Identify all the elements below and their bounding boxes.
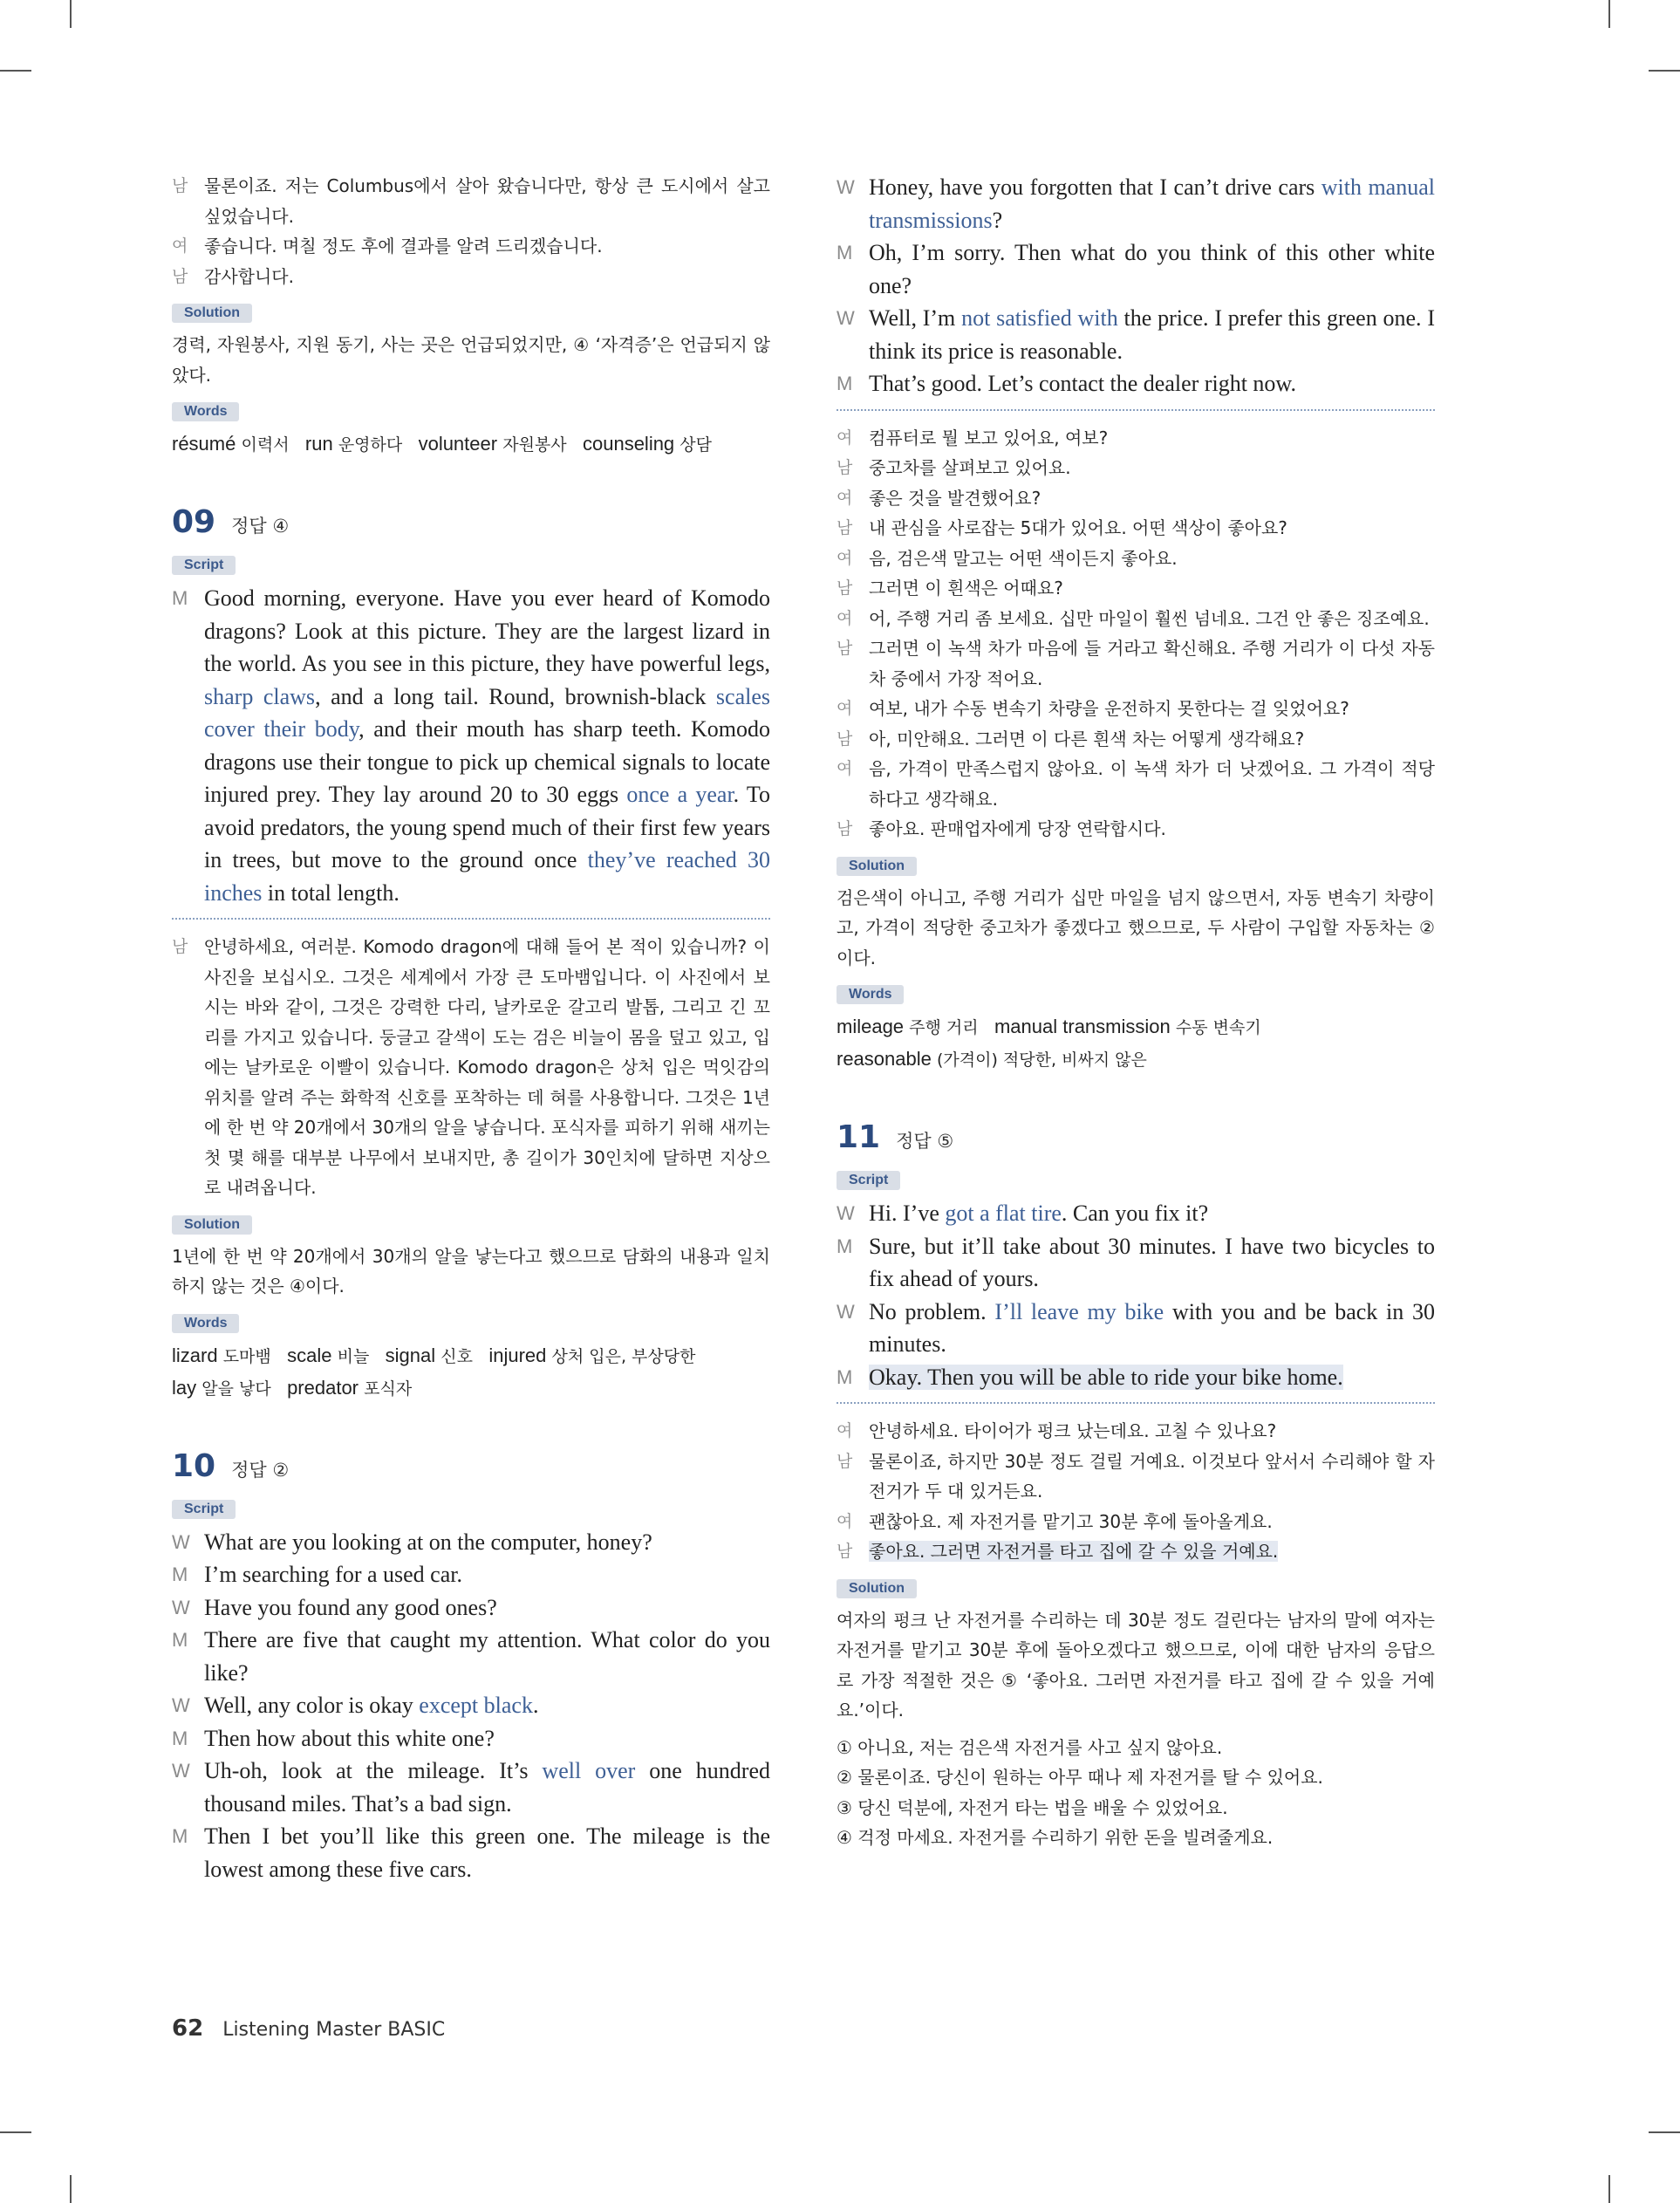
key-phrase: I’ll leave my bike <box>994 1298 1164 1324</box>
q11-script <box>837 1197 1435 1393</box>
word-ko: 운영하다 <box>338 435 403 455</box>
script-fragment: I’m searching for a used car. <box>204 1562 462 1587</box>
dialog-text: 좋습니다. 며칠 정도 후에 결과를 알려 드리겠습니다. <box>204 236 603 257</box>
dialog-line <box>837 1447 1435 1507</box>
script-badge: Script <box>837 1171 900 1190</box>
word-en: signal <box>385 1344 436 1366</box>
dialog-text: 좋아요. 판매업자에게 당장 연락합시다. <box>869 818 1166 839</box>
dialog-text: 어, 주행 거리 좀 보세요. 십만 마일이 훨씬 넘네요. 그건 안 좋은 징조예요. <box>869 607 1430 629</box>
crop-mark <box>70 0 72 28</box>
script-fragment: . To avoid predators, the young spend much of their first few years in trees, but move to the ground once <box>204 782 770 872</box>
q11-dialog-ko <box>837 1416 1435 1567</box>
key-phrase: well over <box>542 1758 636 1783</box>
speaker-label: 남 <box>172 176 188 195</box>
script-fragment: Uh-oh, look at the mileage. It’s <box>204 1758 543 1783</box>
script-line <box>172 1722 770 1755</box>
script-fragment: , and their mouth has sharp teeth. Komodo dragons use their tongue to pick up chemical signals to locate injured prey. They lay around 20 to 30 eggs <box>204 716 771 807</box>
script-line <box>837 236 1435 302</box>
word-ko: (가격이) 적당한, 비싸지 않은 <box>937 1050 1147 1070</box>
script-text <box>204 1591 770 1625</box>
answer-option: ① 아니요, 저는 검은색 자전거를 사고 싶지 않아요. <box>837 1736 1223 1758</box>
speaker-label: 여 <box>837 1421 853 1440</box>
dialog-text: 안녕하세요. 타이어가 펑크 났는데요. 고칠 수 있나요? <box>869 1420 1277 1441</box>
crop-mark <box>1649 2131 1680 2133</box>
script-fragment: Have you found any good ones? <box>204 1594 497 1620</box>
crop-mark <box>0 2131 31 2133</box>
dialog-text: 그러면 이 녹색 차가 마음에 들 거라고 확신해요. 주행 거리가 이 다섯 자동차 중에서 가장 적어요. <box>869 638 1435 689</box>
q11-options <box>837 1733 1435 1853</box>
speaker-label: 남 <box>837 458 853 477</box>
script-line <box>837 1230 1435 1296</box>
word-ko: 신호 <box>440 1346 473 1366</box>
script-line <box>837 302 1435 367</box>
script-line <box>172 1820 770 1885</box>
speaker-label: M <box>837 1235 853 1257</box>
script-text <box>204 1820 770 1885</box>
speaker-label: 여 <box>172 236 188 256</box>
word-ko: 알을 낳다 <box>201 1379 271 1399</box>
dialog-text: 음, 가격이 만족스럽지 않아요. 이 녹색 차가 더 낫겠어요. 그 가격이 적당하다고 생각해요. <box>869 758 1435 810</box>
question-number: 11 <box>837 1119 881 1155</box>
key-phrase: got a flat tire <box>945 1201 1062 1226</box>
key-phrase: except black <box>419 1693 533 1718</box>
answer-label: 정답 ④ <box>231 516 290 537</box>
dialog-text: 컴퓨터로 뭘 보고 있어요, 여보? <box>869 427 1109 448</box>
script-fragment: That’s good. Let’s contact the dealer right now. <box>869 371 1297 396</box>
script-fragment: one hundred thousand miles. That’s a bad sign. <box>204 1758 770 1816</box>
q08-words <box>172 428 770 461</box>
script-line <box>837 1296 1435 1361</box>
dialog-line <box>837 754 1435 814</box>
script-fragment: ? <box>992 207 1003 233</box>
divider <box>172 918 770 920</box>
script-fragment: Well, I’m <box>869 305 962 331</box>
dialog-line <box>172 932 770 1203</box>
dialog-line <box>837 724 1435 755</box>
q09-words <box>172 1340 770 1405</box>
left-column <box>172 171 770 1885</box>
script-text <box>204 1526 770 1559</box>
answer-label: 정답 ② <box>231 1459 290 1481</box>
speaker-label: 남 <box>837 729 853 749</box>
word-en: counseling <box>582 433 675 455</box>
q09-dialog-ko <box>172 932 770 1203</box>
solution-badge: Solution <box>172 1215 252 1235</box>
speaker-label: W <box>172 1596 190 1618</box>
speaker-label: 남 <box>837 1451 853 1471</box>
speaker-label: W <box>837 1202 855 1224</box>
script-fragment: . Can you fix it? <box>1061 1201 1209 1226</box>
key-phrase: sharp claws <box>204 683 316 709</box>
question-number: 10 <box>172 1447 216 1484</box>
script-badge: Script <box>172 1500 236 1519</box>
crop-mark <box>1608 0 1610 28</box>
words-badge: Words <box>172 402 239 421</box>
speaker-label: 여 <box>837 608 853 628</box>
speaker-label: W <box>172 1530 190 1553</box>
q10-header <box>172 1448 770 1484</box>
dialog-text: 괜찮아요. 제 자전거를 맡기고 30분 후에 돌아올게요. <box>869 1510 1273 1532</box>
speaker-label: W <box>172 1694 190 1716</box>
right-column <box>837 171 1435 1853</box>
script-fragment: There are five that caught my attention. What color do you like? <box>204 1627 770 1686</box>
dialog-line <box>837 573 1435 604</box>
q10-script-part2 <box>837 171 1435 400</box>
answer-label: 정답 ⑤ <box>896 1131 954 1152</box>
script-text <box>869 1197 1435 1230</box>
word-ko: 이력서 <box>241 435 290 455</box>
script-fragment: Well, any color is okay <box>204 1693 420 1718</box>
dialog-text: 물론이죠, 하지만 30분 정도 걸릴 거예요. 이것보다 앞서서 수리해야 할 자전거가 두 대 있거든요. <box>869 1450 1435 1502</box>
dialog-line <box>837 483 1435 514</box>
dialog-line <box>837 453 1435 483</box>
speaker-label: 여 <box>837 548 853 568</box>
script-line <box>172 1755 770 1820</box>
speaker-label: 여 <box>837 699 853 718</box>
word-en: scale <box>287 1344 332 1366</box>
script-line <box>172 1558 770 1591</box>
speaker-label: W <box>837 1300 855 1323</box>
word-en: run <box>304 433 333 455</box>
script-line <box>837 367 1435 400</box>
words-badge: Words <box>172 1314 239 1333</box>
script-fragment: , and a long tail. Round, brownish-black <box>315 683 716 709</box>
script-badge: Script <box>172 556 236 575</box>
dialog-text: 여보, 내가 수동 변속기 차량을 운전하지 못한다는 걸 잊었어요? <box>869 698 1349 719</box>
solution-badge: Solution <box>837 1579 917 1598</box>
dialog-line <box>837 1416 1435 1447</box>
q09-solution: 1년에 한 번 약 20개에서 30개의 알을 낳는다고 했으므로 담화의 내용과 일치하지 않는 것은 ④이다. <box>172 1245 770 1296</box>
script-line <box>172 1689 770 1722</box>
q10-dialog-ko <box>837 423 1435 845</box>
script-fragment: Hi. I’ve <box>869 1201 946 1226</box>
q09-script <box>172 582 770 909</box>
answer-option: ③ 당신 덕분에, 자전거 타는 법을 배울 수 있었어요. <box>837 1796 1228 1818</box>
dialog-line <box>837 694 1435 724</box>
key-phrase: with manual transmissions <box>869 174 1435 233</box>
script-text <box>204 1624 770 1689</box>
script-text <box>869 1296 1435 1361</box>
word-ko: 주행 거리 <box>909 1018 979 1037</box>
word-en: reasonable <box>837 1048 932 1070</box>
key-phrase: once a year <box>626 782 734 807</box>
script-fragment: Then how about this white one? <box>204 1725 495 1751</box>
words-line <box>837 1043 1435 1076</box>
word-en: volunteer <box>418 433 498 455</box>
speaker-label: W <box>837 176 855 198</box>
speaker-label: 남 <box>172 266 188 286</box>
dialog-line <box>837 423 1435 454</box>
dialog-text: 내 관심을 사로잡는 5대가 있어요. 어떤 색상이 좋아요? <box>869 517 1287 538</box>
script-text <box>869 171 1435 236</box>
speaker-label: 여 <box>837 759 853 778</box>
dialog-text: 안녕하세요, 여러분. Komodo dragon에 대해 들어 본 적이 있습니까? 이 사진을 보십시오. 그것은 세계에서 가장 큰 도마뱀입니다. 이 사진에서 보시는 바와 같이, 그것은 강력한 다리, 날카로운 갈고리 발톱, 그리고 긴 꼬리를 가지고 있습니다. 둥글고 갈색이 도는 검은 비늘이 몸을 덮고 있고, 입에는 날카로운 이빨이 있습니다. Komodo dragon은 상처 입은 먹잇감의 위치를 알려 주는 화학적 신호를 포착하는 데 혀를 사용합니다. 그것은 1년에 한 번 약 20개에서 30개의 알을 낳습니다. 포식자를 피하기 위해 새끼는 첫 몇 해를 대부분 나무에서 보내지만, 총 길이가 30인치에 달하면 지상으로 내려옵니다. <box>204 936 770 1198</box>
script-text <box>869 302 1435 367</box>
words-line <box>837 1011 1435 1043</box>
dialog-line <box>837 814 1435 845</box>
dialog-text: 아, 미안해요. 그러면 이 다른 흰색 차는 어떻게 생각해요? <box>869 728 1305 749</box>
script-fragment: Oh, I’m sorry. Then what do you think of this other white one? <box>869 240 1435 298</box>
dialog-line <box>172 171 770 231</box>
word-en: mileage <box>837 1016 905 1037</box>
script-line <box>837 1197 1435 1230</box>
script-text <box>204 1755 770 1820</box>
script-text <box>204 1689 770 1722</box>
word-en: manual transmission <box>994 1016 1171 1037</box>
solution-badge: Solution <box>172 304 252 323</box>
script-fragment: Honey, have you forgotten that I can’t drive cars <box>869 174 1321 200</box>
page-footer <box>172 2015 445 2042</box>
answer-option: ② 물론이죠. 당신이 원하는 아무 때나 제 자전거를 탈 수 있어요. <box>837 1767 1323 1788</box>
dialog-line <box>172 231 770 262</box>
speaker-label: M <box>172 1563 188 1585</box>
word-ko: 자원봉사 <box>502 435 567 455</box>
dialog-line <box>172 262 770 292</box>
solution-badge: Solution <box>837 857 917 876</box>
dialog-line <box>837 633 1435 694</box>
script-fragment: What are you looking at on the computer, honey? <box>204 1529 652 1555</box>
dialog-text: 중고차를 살펴보고 있어요. <box>869 457 1071 478</box>
divider <box>837 1402 1435 1404</box>
crop-mark <box>0 70 31 72</box>
q10-script-part1 <box>172 1526 770 1886</box>
word-ko: 도마뱀 <box>222 1346 271 1366</box>
script-text <box>869 236 1435 302</box>
dialog-line <box>837 1536 1435 1567</box>
q10-words <box>837 1011 1435 1076</box>
word-ko: 비늘 <box>337 1346 370 1366</box>
script-text <box>204 1558 770 1591</box>
speaker-label: M <box>172 1727 188 1749</box>
answer-option: ④ 걱정 마세요. 자전거를 수리하기 위한 돈을 빌려줄게요. <box>837 1827 1274 1848</box>
dialog-line <box>837 513 1435 544</box>
q11-header <box>837 1119 1435 1155</box>
dialog-line <box>837 1507 1435 1537</box>
q08-dialog-ko <box>172 171 770 291</box>
crop-mark <box>1608 2175 1610 2203</box>
script-fragment: Then I bet you’ll like this green one. The mileage is the lowest among these five cars. <box>204 1823 770 1882</box>
script-line <box>172 1624 770 1689</box>
word-ko: 상처 입은, 부상당한 <box>551 1346 696 1366</box>
question-number: 09 <box>172 504 216 540</box>
speaker-label: M <box>837 242 853 263</box>
word-en: predator <box>287 1376 359 1399</box>
script-text <box>204 1722 770 1755</box>
dialog-text: 감사합니다. <box>204 265 294 287</box>
q09-header <box>172 504 770 540</box>
crop-mark <box>70 2175 72 2203</box>
speaker-label: 남 <box>837 639 853 658</box>
script-text <box>204 582 770 909</box>
crop-mark <box>1649 70 1680 72</box>
speaker-label: 남 <box>837 518 853 537</box>
speaker-label: 남 <box>837 819 853 838</box>
speaker-label: 여 <box>837 1511 853 1531</box>
key-phrase: not satisfied with <box>961 305 1118 331</box>
script-fragment: Okay. Then you will be able to ride your bike home. <box>869 1364 1343 1390</box>
script-fragment: in total length. <box>262 879 400 906</box>
word-ko: 포식자 <box>364 1379 413 1399</box>
script-line <box>172 1591 770 1625</box>
key-phrase: they’ve reached 30 inches <box>204 847 770 906</box>
script-fragment: the price. I prefer this green one. I think its price is reasonable. <box>869 305 1435 364</box>
script-fragment: Good morning, everyone. Have you ever heard of Komodo dragons? Look at this picture. They are the largest lizard in the world. As you see in this picture, they have powerful legs, <box>204 585 770 676</box>
word-en: lay <box>172 1376 197 1399</box>
page-number: 62 <box>172 2015 204 2042</box>
word-en: injured <box>488 1344 547 1366</box>
speaker-label: W <box>837 307 855 329</box>
dialog-text: 좋아요. 그러면 자전거를 타고 집에 갈 수 있을 거예요. <box>869 1541 1279 1562</box>
dialog-line <box>837 544 1435 574</box>
word-en: résumé <box>172 433 236 455</box>
words-line <box>172 1372 770 1405</box>
dialog-text: 그러면 이 흰색은 어때요? <box>869 578 1063 599</box>
words-line <box>172 1340 770 1372</box>
speaker-label: 남 <box>837 578 853 598</box>
script-fragment: Sure, but it’ll take about 30 minutes. I have two bicycles to fix ahead of yours. <box>869 1233 1435 1291</box>
dialog-text: 물론이죠. 저는 Columbus에서 살아 왔습니다만, 항상 큰 도시에서 살고 싶었습니다. <box>204 175 770 227</box>
q08-solution: 경력, 자원봉사, 지원 동기, 사는 곳은 언급되었지만, ④ ‘자격증’은 언급되지 않았다. <box>172 334 770 386</box>
dialog-line <box>837 604 1435 634</box>
key-phrase: scales cover their body <box>204 683 770 742</box>
speaker-label: M <box>172 1825 188 1847</box>
speaker-label: M <box>837 373 853 394</box>
word-en: lizard <box>172 1344 218 1366</box>
speaker-label: 여 <box>837 488 853 508</box>
speaker-label: M <box>837 1365 853 1388</box>
speaker-label: 여 <box>837 428 853 448</box>
word-ko: 상담 <box>680 435 713 455</box>
words-badge: Words <box>837 985 904 1004</box>
script-text <box>869 367 1435 400</box>
q11-solution: 여자의 펑크 난 자전거를 수리하는 데 30분 정도 걸린다는 남자의 말에 여자는 자전거를 맡기고 30분 후에 돌아오겠다고 했으므로, 이에 대한 남자의 응답으로 가장 적절한 것은 ⑤ ‘좋아요. 그러면 자전거를 타고 집에 갈 수 있을 거예요.’이다. <box>837 1609 1435 1721</box>
divider <box>837 409 1435 411</box>
book-title: Listening Master BASIC <box>222 2019 446 2041</box>
script-line <box>172 1526 770 1559</box>
script-line <box>837 171 1435 236</box>
q10-solution: 검은색이 아니고, 주행 거리가 십만 마일을 넘지 않으면서, 자동 변속기 차량이고, 가격이 적당한 중고차가 좋겠다고 했으므로, 두 사람이 구입할 자동차는 ②이다. <box>837 886 1435 968</box>
script-fragment: with you and be back in 30 minutes. <box>869 1298 1435 1357</box>
speaker-label: W <box>172 1760 190 1782</box>
script-line <box>837 1361 1435 1394</box>
speaker-label: 남 <box>837 1542 853 1561</box>
dialog-text: 음, 검은색 말고는 어떤 색이든지 좋아요. <box>869 547 1178 569</box>
script-text <box>869 1361 1435 1394</box>
speaker-label: 남 <box>172 937 188 956</box>
speaker-label: M <box>172 587 188 609</box>
dialog-text: 좋은 것을 발견했어요? <box>869 487 1041 509</box>
word-ko: 수동 변속기 <box>1175 1018 1261 1037</box>
script-text <box>869 1230 1435 1296</box>
speaker-label: M <box>172 1629 188 1651</box>
script-fragment: No problem. <box>869 1298 995 1324</box>
script-fragment: . <box>532 1693 539 1718</box>
